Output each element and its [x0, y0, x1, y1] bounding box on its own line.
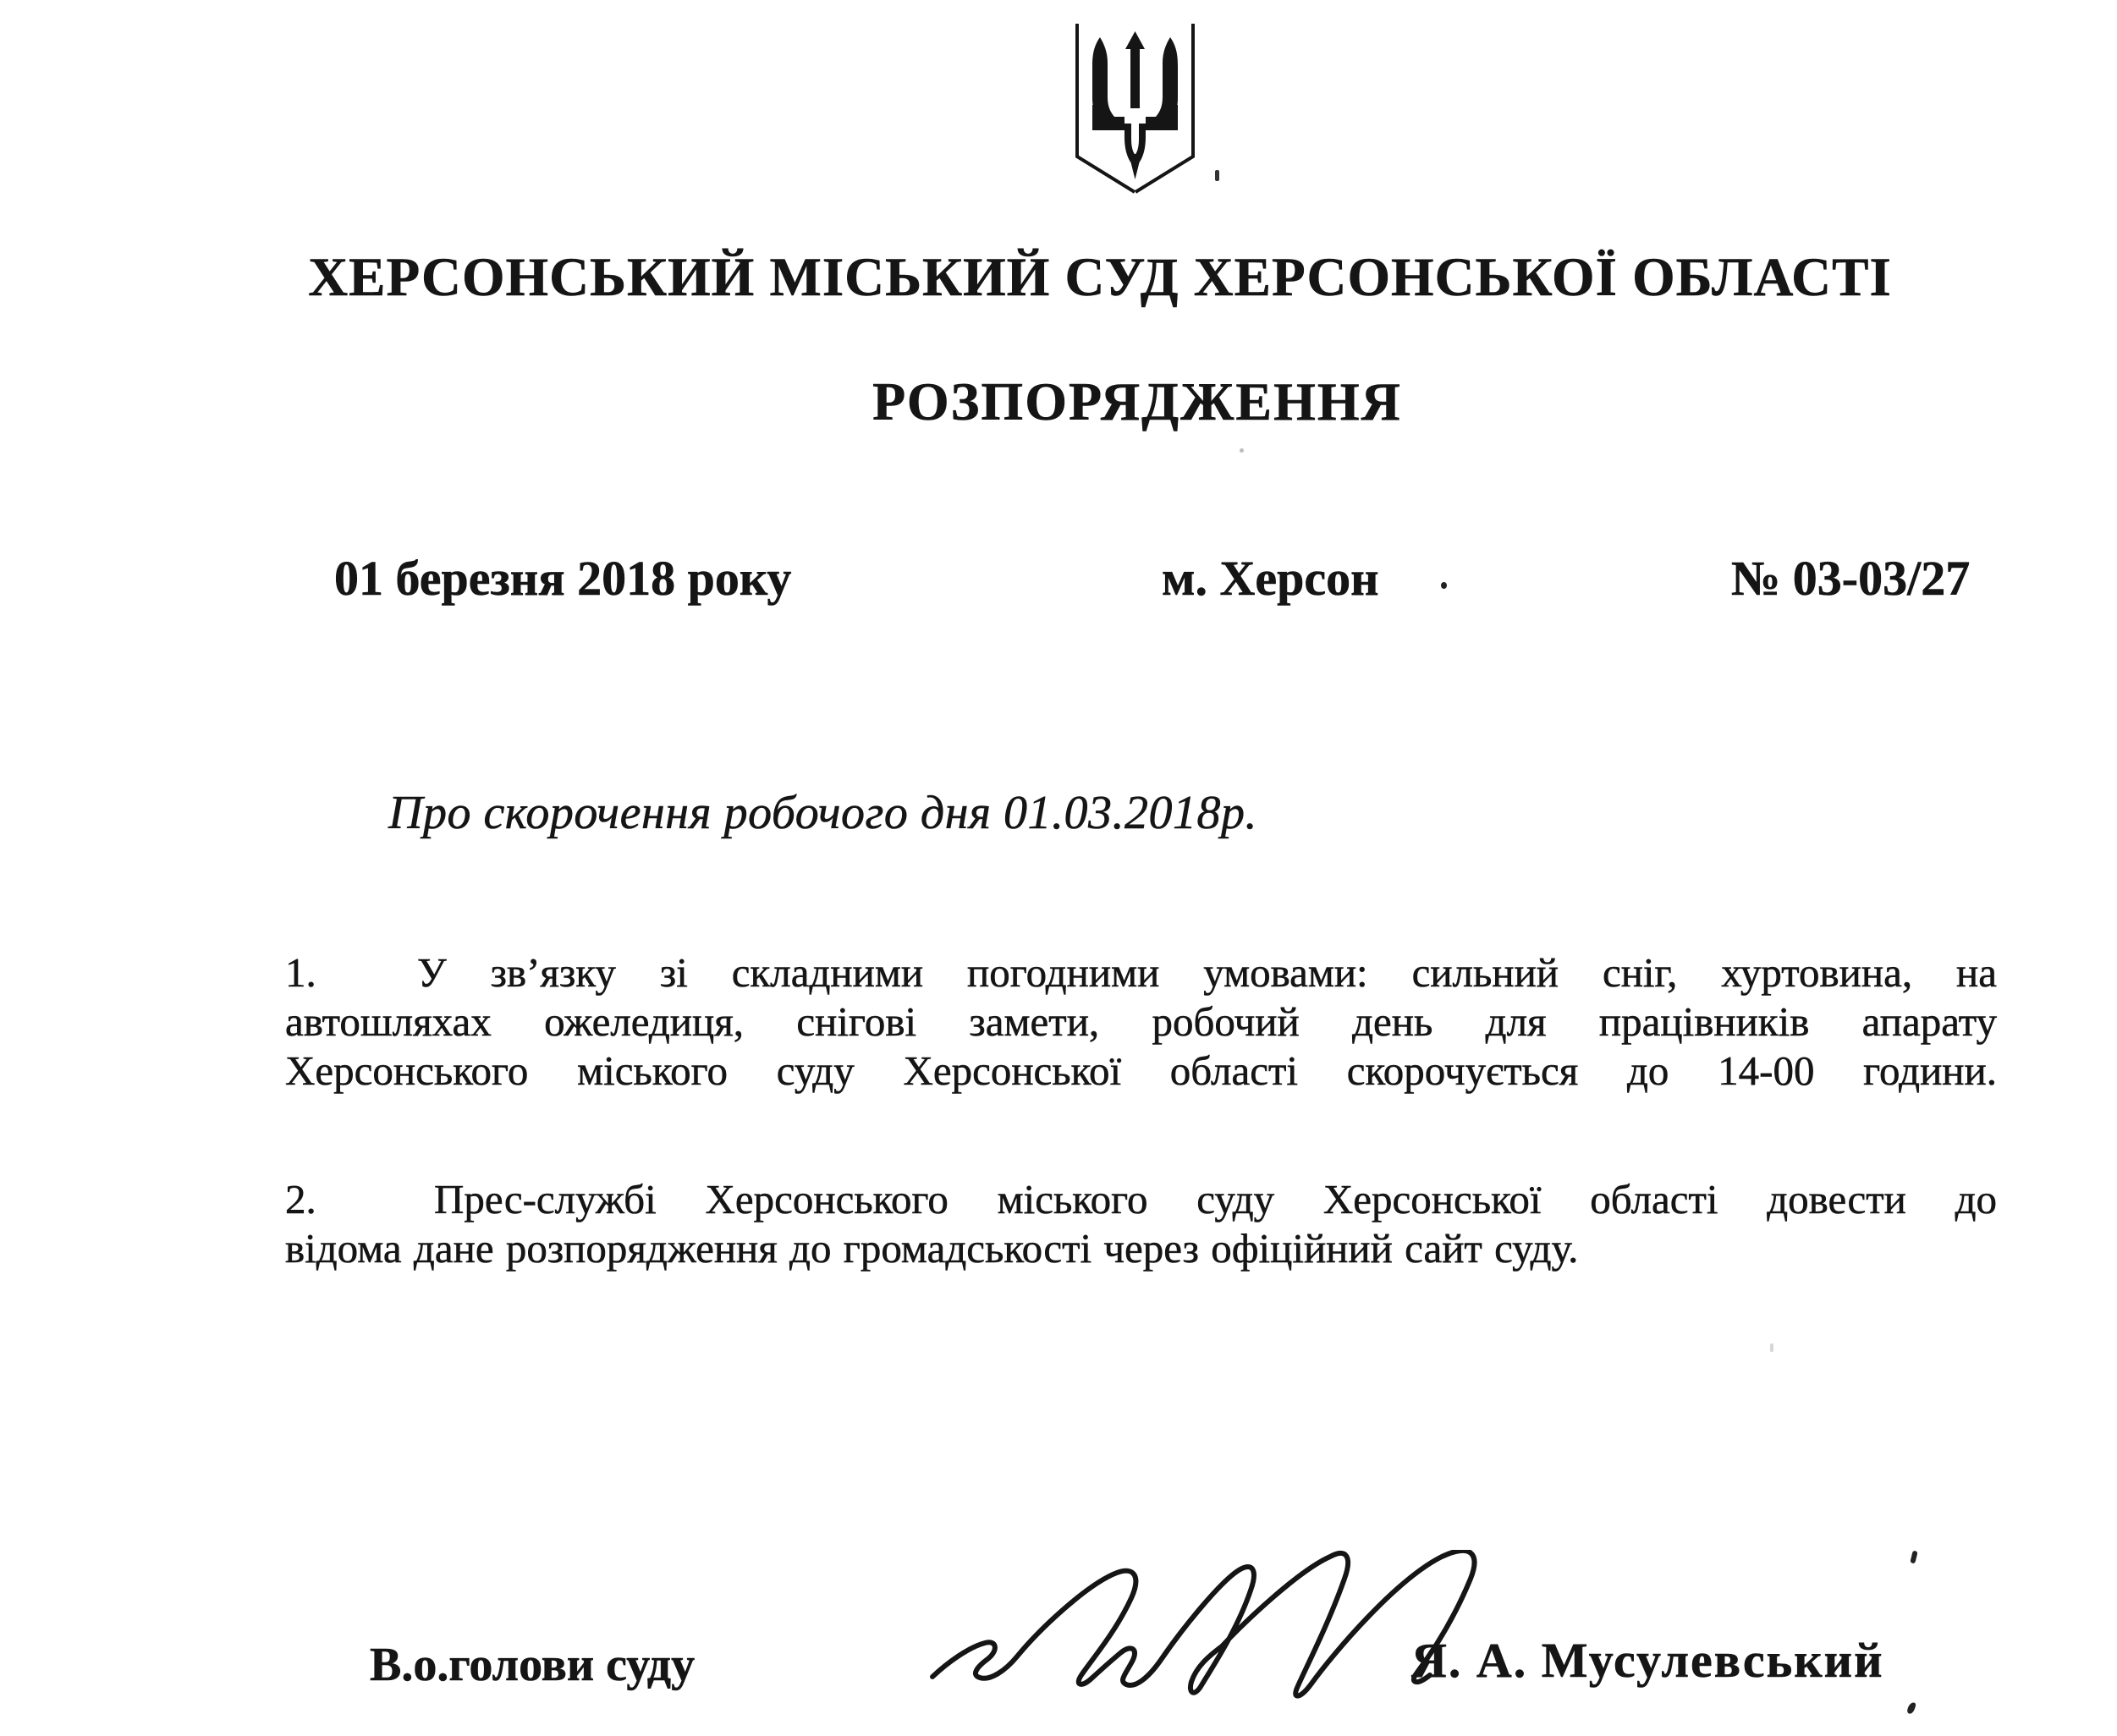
document-date: 01 березня 2018 року: [334, 551, 792, 606]
paragraph-line: автошляхах ожеледиця, снігові замети, робочий день для працівників апарату: [285, 998, 1997, 1045]
court-name-title: ХЕРСОНСЬКИЙ МІСЬКИЙ СУД ХЕРСОНСЬКОЇ ОБЛАСТІ: [308, 247, 1892, 308]
paragraph-line: [285, 1175, 1997, 1224]
scan-speck: [1770, 1343, 1773, 1352]
scan-speck: [1910, 1550, 1917, 1563]
paragraph-number: 2.: [285, 1176, 316, 1222]
signer-name: Я. А. Мусулевський: [1411, 1633, 1884, 1688]
trident-glyph: [1092, 31, 1178, 179]
paragraph-line: відома дане розпорядження до громадськості через офіційний сайт суду.: [285, 1225, 1579, 1272]
scan-speck: [1441, 582, 1447, 589]
scan-speck: [1906, 1701, 1916, 1715]
paragraph-line-text: Прес-службі Херсонського міського суду Херсонської області довести до: [434, 1176, 1997, 1222]
paragraph-line-text: У зв’язку зі складними погодними умовами: сильний сніг, хуртовина, на: [417, 949, 1997, 996]
document-subject: Про скорочення робочого дня 01.03.2018р.: [388, 787, 1258, 839]
document-type-heading: РОЗПОРЯДЖЕННЯ: [872, 371, 1402, 431]
document-number: № 03-03/27: [1731, 551, 1971, 606]
paragraph-line: Херсонського міського суду Херсонської області скорочується до 14-00 години.: [285, 1047, 1997, 1094]
paragraph-line: [285, 948, 1997, 997]
paragraph-1: [285, 948, 1997, 1096]
scan-speck: [1240, 448, 1244, 453]
scan-speck: [1215, 170, 1219, 181]
paragraph-2: [285, 1175, 1997, 1273]
document-place: м. Херсон: [1162, 551, 1379, 606]
signer-position-label: В.о.голови суду: [370, 1639, 696, 1691]
paragraph-number: 1.: [285, 949, 316, 996]
ukraine-trident-emblem-icon: [1072, 20, 1199, 198]
